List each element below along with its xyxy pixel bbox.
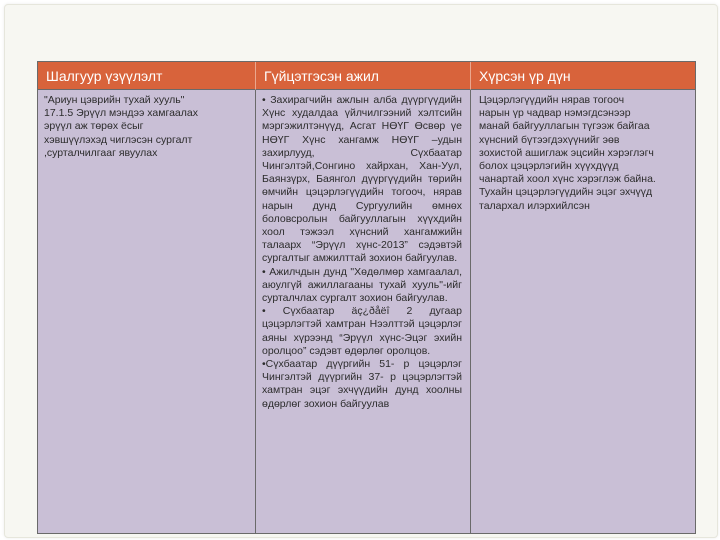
cell-work-done: • Захирагчийн ажлын алба дүүргүүдийн Хүнс худалдаа үйлчилгээний хэлтсийн мэргэжилтэнүүд, Асгат НӨҮГ Өсвөр үе НӨҮГ Хүнс хангамж НӨҮГ –удын захирлууд, Сүхбаатар Чингэлтэй,Сонгино хайрхан, Хан-Уул, Баянзүрх, Баянгол дүүргүүдийн төрийн өмчийн цэцэрлэгүүдийн тогооч, нярав нарын дунд Сургуулийн өмнөх боловсролын байгууллагын хүүхдийн хоол тэжээл хүнсний хангамжийн талаарх “Эрүүл хүнс-2013” сэдэвтэй сургалтыг амжилттай зохион байгуулав. • Ажилчдын дунд "Хөдөлмөр хамгаалал, аюулгүй ажиллагааны тухай хууль"-ийг сурталчлах сургалт зохион байгуулав. • Сүхбаатар äç¿ðåëî 2 дугаар цэцэрлэгтэй хамтран Нээлттэй цэцэрлэг аяны хүрээнд “Эрүүл хүнс-Эцэг эхийн оролцоо” сэдэвт өдөрлөг оролцов. •Сүхбаатар дүүргийн 51- р цэцэрлэг Чингэлтэй дүүргийн 37- р цэцэрлэгтэй хамтран эцэг эхчүүдийн дунд хоолны өдөрлөг зохион байгуулав — [256, 90, 471, 534]
header-work-done: Гүйцэтгэсэн ажил — [256, 62, 471, 90]
cell-criterion: "Ариун цэврийн тухай хууль" 17.1.5 Эрүүл мэндээ хамгаалах эрүүл аж төрөх ёсыг хэвшүүлэхэд чиглэсэн сургалт ,сурталчилгааг явуулах — [38, 90, 256, 534]
cell-result: Цэцэрлэгүүдийн нярав тогооч нарын үр чадвар нэмэгдсэнээр манай байгууллагын түгээж байгаа хүнсний бүтээгдэхүүнийг эөв зохистой ашиглаж эцсийн хэрэглэгч болох цэцэрлэгийн хүүхдүүд чанартай хоол хүнс хэрэглэж байна. Тухайн цэцэрлэгүүдийн эцэг эхчүүд талархал илэрхийлсэн — [471, 90, 696, 534]
slide-frame — [4, 4, 718, 538]
report-table — [37, 61, 696, 534]
header-criterion: Шалгуур үзүүлэлт — [38, 62, 256, 90]
header-result: Хүрсэн үр дүн — [471, 62, 696, 90]
